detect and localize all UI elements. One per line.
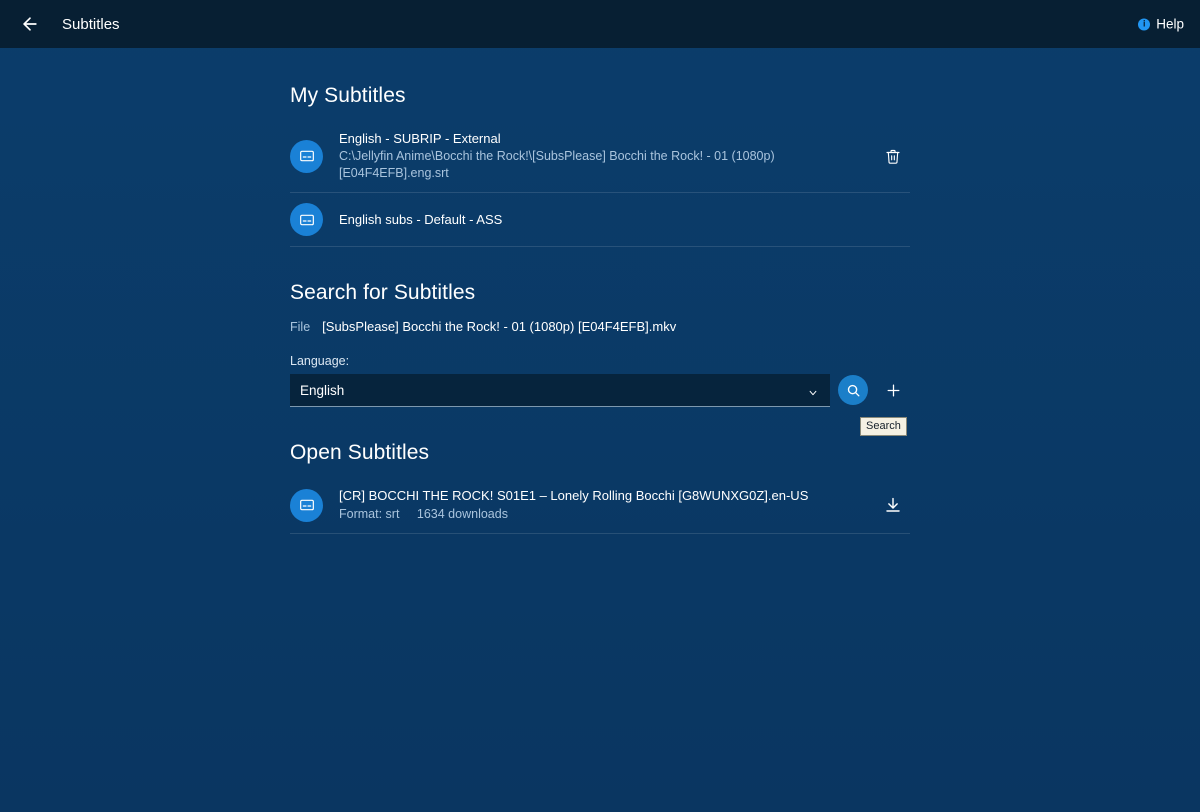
back-button[interactable] [16, 10, 44, 38]
language-field-row [290, 374, 910, 432]
search-tooltip: Search [860, 417, 907, 436]
table-row[interactable] [290, 477, 910, 534]
subtitle-icon [290, 203, 323, 236]
info-icon [1138, 18, 1150, 30]
language-label: Language: [290, 354, 350, 368]
format-label: Format: srt [339, 507, 400, 521]
list-item-title: English subs - Default - ASS [339, 212, 503, 227]
file-line [290, 319, 910, 334]
center-column [290, 84, 910, 534]
list-item-meta [339, 506, 868, 523]
table-row[interactable] [290, 193, 910, 247]
closed-caption-icon [299, 212, 315, 228]
subtitle-icon [290, 489, 323, 522]
file-label: File [290, 320, 311, 334]
language-select-wrapper [290, 374, 830, 407]
page-title: Subtitles [62, 15, 120, 33]
search-subtitles-heading: Search for Subtitles [290, 281, 476, 304]
file-value: [SubsPlease] Bocchi the Rock! - 01 (1080p) [E04F4EFB].mkv [322, 319, 677, 334]
downloads-label: 1634 downloads [416, 507, 508, 521]
list-item-title: [CR] BOCCHI THE ROCK! S01E1 – Lonely Rolling Bocchi [G8WUNXG0Z].en-US [339, 488, 809, 503]
top-app-bar [0, 0, 1200, 48]
closed-caption-icon [299, 497, 315, 513]
plus-icon [885, 382, 902, 399]
language-select[interactable]: English [290, 374, 830, 407]
trash-icon [885, 148, 901, 165]
search-button[interactable] [838, 375, 868, 405]
table-row[interactable] [290, 120, 910, 193]
help-label: Help [1156, 16, 1184, 32]
row-text [339, 487, 868, 523]
my-subtitles-heading: My Subtitles [290, 84, 406, 107]
open-subtitles-heading: Open Subtitles [290, 441, 430, 464]
list-item-title: English - SUBRIP - External [339, 131, 501, 146]
subtitle-icon [290, 140, 323, 173]
add-subtitle-button[interactable] [878, 375, 908, 405]
delete-button[interactable] [876, 139, 910, 173]
search-icon [846, 383, 861, 398]
list-item-subtitle: C:\Jellyfin Anime\Bocchi the Rock!\[SubsPlease] Bocchi the Rock! - 01 (1080p) [E04F4EFB].eng.srt [339, 149, 775, 180]
download-button[interactable] [876, 488, 910, 522]
download-icon [884, 496, 902, 514]
row-text [339, 211, 910, 228]
content-area [0, 48, 1200, 534]
closed-caption-icon [299, 148, 315, 164]
help-button[interactable] [1138, 17, 1184, 32]
row-text [339, 130, 868, 182]
arrow-left-icon [20, 14, 40, 34]
